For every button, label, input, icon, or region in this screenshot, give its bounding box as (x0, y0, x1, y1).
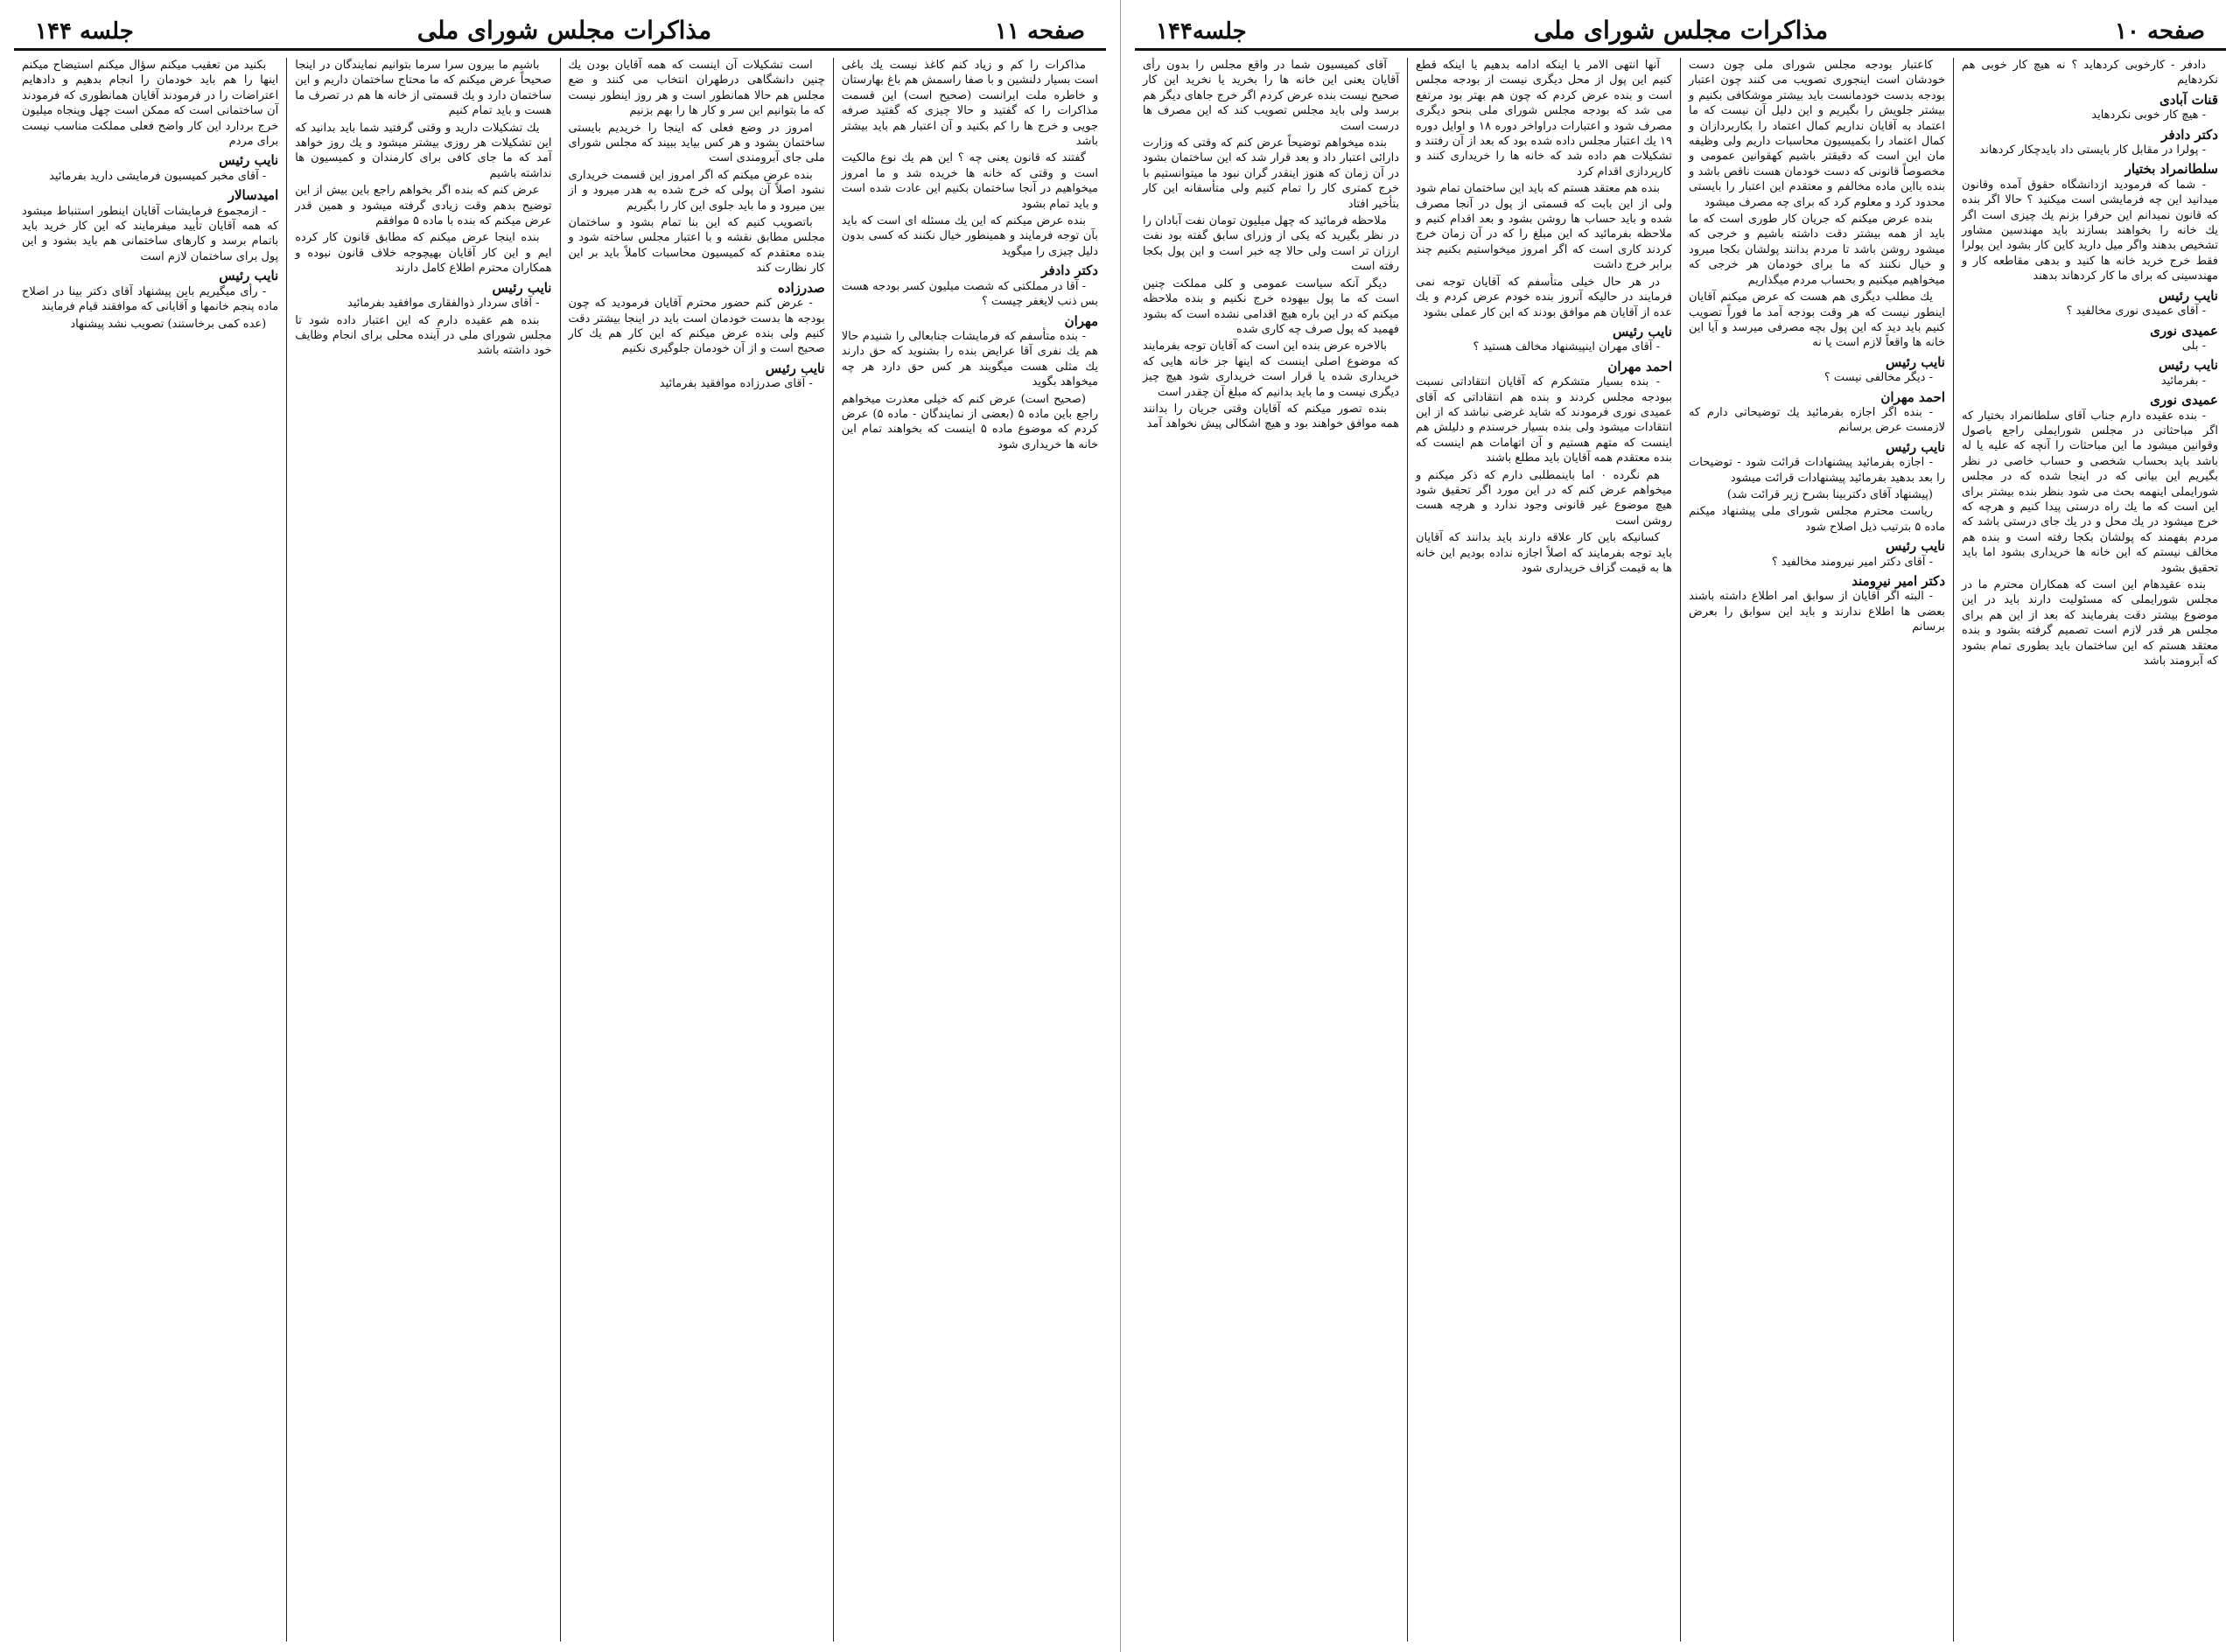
paragraph: - بنده متأسفم که فرمایشات جنابعالی را شنیدم حالا هم یك نفری آقا عرایض بنده را بشنوید که حق دارند یك مثلی هست میگویند هر کس حق دارد هر چه میخواهد بگوید (841, 329, 1098, 389)
paragraph: (صحیح است) عرض کنم که خیلی معذرت میخواهم راجع باین ماده ۵ (بعضی از نمایندگان - ماده ۵) عرض کردم که موضوع ماده ۵ اینست که بخواهند تمام این خانه ها خریداری شود (841, 392, 1099, 452)
paragraph: - رأی میگیریم باین پیشنهاد آقای دکتر بینا در اصلاح ماده پنجم خانمها و آقایانی که موافقند قیام فرمایند (22, 284, 279, 314)
paragraph: بکنید من تعقیب میکنم سؤال میکنم استیضاح میکنم اینها را هم باید خودمان را انجام بدهیم و دادهایم اعتراضات را در فرمودند آقایان همانطوری که فرمودند آن ساختمانی است که ممکن است چهل وپنجاه میلیون خرج بردارد این کار واضح فعلی مملکت مناسب نیست برای مردم (22, 59, 279, 149)
paragraph: عرض کنم که بنده اگر بخواهم راجع باین بیش از این توضیح بدهم وقت زیادی گرفته میشود و همین قدر عرض میکنم که بنده با ماده ۵ موافقم (295, 184, 552, 228)
speaker-name: نایب رئیس (1886, 438, 1945, 455)
speaker-name: قنات آبادی (2160, 91, 2218, 108)
paragraph: بنده عرض میکنم که جریان کار طوری است که ما باید از همه بیشتر دقت داشته باشیم و خرجی که میشود روشن باشد تا مردم بدانند پولشان بکجا میرود و خیال نکنند که ما برای خودمان هر خرجی که میخواهیم میکنیم و بحساب مردم میگذاریم (1689, 213, 1945, 287)
paragraph: - آقای دکتر امیر نیرومند مخالفید ؟ (1771, 555, 1933, 569)
page-number-label: صفحه ۱۰ (2115, 18, 2205, 45)
text-column (286, 58, 559, 1642)
paragraph: مذاکرات را کم و زیاد کنم کاغذ نیست یك باغی است بسیار دلنشین و با صفا راسمش هم باغ بهارستان و خاطره ملت ایرانست (صحیح است) این قسمت مذاکرات را که گفتید و حالا چیزی که گفتید صرفه جویی و خرج ها را کم بکنید و آن اعتبار هم باید بیشتر باشد (841, 59, 1098, 149)
speaker-name: امیدسالار (228, 187, 279, 204)
paragraph: - عرض کنم حضور محترم آقایان فرمودید که چون بودجه ها بدست خودمان است باید در اینجا بیشتر دقت کنیم ولی بنده عرض میکنم که این کار هم یك کار صحیح است و از آن خودمان جلوگیری نکنیم (568, 297, 825, 356)
speaker-name: عمیدی نوری (2150, 322, 2218, 339)
text-column (1953, 58, 2226, 1642)
paragraph: - هیچ کار خوبی نکردهاید (2091, 108, 2206, 122)
speaker-name: مهران (1064, 312, 1098, 329)
columns-container (14, 58, 1106, 1642)
paragraph: آنها انتهی الامر یا اینکه ادامه بدهیم یا اینکه قطع کنیم این پول از محل دیگری نیست از بودجه مجلس است و بنده عرض کردم که چون هم بهتر بود مرتفع می شد که بودجه مجلس شورای ملی بنحو دیگری مصرف شود و اعتبارات دراواخر دوره ۱۸ و اوایل دوره ۱۹ یك اعتبار مجلس داده شده بود که بعد از آن رفتند و تشکیلات هم داده شد که خانه ها را خریداری کنند و کارپردازی اقدام کرد (1416, 59, 1673, 178)
paragraph: - آقای صدرزاده موافقید بفرمائید (659, 377, 813, 391)
speaker-name: دکتر دادفر (2161, 126, 2218, 143)
paragraph: گفتند که قانون یعنی چه ؟ این هم یك نوع مالکیت است و وقتی که خانه ها خریده شد و ما امروز میخواهیم در آنجا ساختمان بکنیم این عادت شده است و باید تمام بشود (841, 151, 1098, 211)
paragraph: - البته اگر آقایان از سوابق امر اطلاع داشته باشند بعضی ها اطلاع ندارند و باید این سوابق را بعرض برسانم (1689, 590, 1945, 634)
paragraph: - آقای عمیدی نوری مخالفید ؟ (2066, 304, 2206, 318)
speaker-name: نایب رئیس (1886, 538, 1945, 555)
text-column (1407, 58, 1680, 1642)
speaker-name: احمد مهران (1880, 388, 1945, 405)
paragraph: بنده عرض میکنم که اگر امروز این قسمت خریداری نشود اصلاً آن پولی که خرج شده به هدر میرود و از بین میرود و ما باید جلوی این کار را بگیریم (568, 168, 825, 213)
paragraph: - بنده بسیار متشکرم که آقایان انتقاداتی نسبت ببودجه مجلس کردند و بنده هم انتقاداتی که آقای عمیدی نوری فرمودند که شاید غرضی نباشد که از این انتقادات میشود ولی بنده بسیار خرسندم و دلیلش هم اینست که متهم هستیم و آن اتهامات هم اینست که بنده معتقدم همه آقایان باید مطلع باشند (1416, 375, 1672, 466)
speaker-name: دکتر امیر نیرومند (1852, 573, 1945, 589)
speaker-name: نایب رئیس (219, 268, 279, 284)
paragraph: بالاخره عرض بنده این است که آقایان توجه بفرمایند که موضوع اصلی اینست که اینها جز خانه هایی که خریداری شده یا قرار است خریداری شود هیچ چیز دیگری نیست و ما باید بدانیم که مبلغ آن چقدر است (1143, 340, 1399, 399)
page-header (14, 16, 1106, 51)
page-right (1120, 0, 2240, 1652)
paragraph: باشیم ما بیرون سرا سرما بتوانیم نمایندگان در اینجا صحیحاً عرض میکنم که ما محتاج ساختمان داریم و این ساختمان دارد و یك قسمتی از خانه ها هم در تصرف ما هست و باید تمام کنیم (295, 59, 552, 118)
text-column (560, 58, 833, 1642)
session-label: جلسه۱۴۴ (1156, 18, 1247, 45)
paragraph: - بلی (2181, 339, 2206, 353)
page-header (1135, 16, 2226, 51)
speaker-name: نایب رئیس (2159, 287, 2218, 304)
paragraph: - ازمجموع فرمایشات آقایان اینطور استنباط میشود که همه آقایان تأیید میفرمایند که این کار خرید باید باتمام برسد و کارهای ساختمانی هم باید بشود و این پول برای ساختمان لازم است (22, 204, 279, 263)
paragraph: در هر حال خیلی متأسفم که آقایان توجه نمی فرمایند در حالیکه آنروز بنده خودم عرض کردم و یك عده از آقایان هم موافق بودند که این کار عملی بشود (1416, 275, 1672, 319)
paragraph: دیگر آنکه سیاست عمومی و کلی مملکت چنین است که ما پول بیهوده خرج نکنیم و بنده ملاحظه میکنم که در این باره هیچ اقدامی نشده است که بشود فهمید که پول صرف چه کاری شده (1143, 276, 1399, 336)
paragraph: یك تشکیلات دارید و وقتی گرفتید شما باید بدانید که این تشکیلات هر روزی بیشتر میشود و یك روز خواهد آمد که ما جای کافی برای کارمندان و کمیسیون ها نداشته باشیم (295, 121, 552, 180)
paragraph: دادفر - کارخوبی کردهاید ؟ نه هیچ کار خوبی هم نکردهایم (1962, 59, 2218, 88)
paragraph: بنده هم عقیده دارم که این اعتبار داده شود تا مجلس شورای ملی در آینده محلی برای انجام وظایف خود داشته باشد (295, 313, 552, 358)
paragraph: - دیگر مخالفی نیست ؟ (1824, 371, 1933, 385)
speaker-name: احمد مهران (1607, 358, 1672, 374)
speaker-name: نایب رئیس (492, 279, 552, 296)
paragraph: - بفرمائید (2160, 374, 2206, 388)
speaker-name: نایب رئیس (1613, 323, 1672, 340)
speaker-name: نایب رئیس (2159, 357, 2218, 374)
paragraph: - بنده اگر اجازه بفرمائید یك توضیحاتی دارم که لازمست عرض برسانم (1689, 405, 1945, 435)
paragraph: - آقای مهران اینپیشنهاد مخالف هستید ؟ (1473, 340, 1660, 354)
paragraph: آقای کمیسیون شما در واقع مجلس را بدون رأی آقایان یعنی این خانه ها را بخرید یا نخرید این کار صحیح نیست بنده عرض کردم اگر خرج جاهای دیگر هم برسد ولی باید مجلس تصویب کند که این مصرف ها درست است (1143, 59, 1399, 133)
speaker-name: نایب رئیس (219, 152, 279, 169)
paragraph: بنده هم معتقد هستم که باید این ساختمان تمام شود ولی از این بابت که قسمتی از پول در آنجا مصرف شده و باید حساب ها روشن بشود و بعد اقدام کنیم و ملاحظه بفرمائید که این مبلغ را که در آن زمان خرج کردند کاری است که اگر امروز میخواستیم بکنیم چند برابر خرج داشت (1416, 182, 1672, 272)
speaker-name: عمیدی نوری (2150, 392, 2218, 409)
paragraph: - شما که فرمودید ازدانشگاه حقوق آمده وقانون میدانید این چه فرمایشی است میکنید ؟ حالا اگر بنده که قانون نمیدانم این حرفرا بزنم یك چیزی است اگر یك خانه را بخواهند بسازند باید مهندسین مشاور تشخیص بدهند واگر میل دارید کاین کار بشود این پولرا فقط خرج خرید خانه ها کنید و بدهی مقاطعه کار و مهندسینی که برای ما کار کردهاند بدهند (1962, 178, 2218, 284)
paragraph: ملاحظه فرمائید که چهل میلیون تومان نفت آبادان را در نظر بگیرید که یکی از وزرای سابق گفته بود نفت ارزان تر است ولی حالا چه خبر است و این پول بکجا رفته است (1143, 214, 1399, 274)
text-column (1135, 58, 1407, 1642)
paragraph: - اجازه بفرمائید پیشنهادات قرائت شود - توضیحات را بعد بدهید بفرمائید پیشنهادات قرائت میشود (1689, 456, 1945, 485)
text-column (1680, 58, 1953, 1642)
speaker-name: صدرزاده (777, 279, 825, 296)
columns-container (1135, 58, 2226, 1642)
paragraph: باتصویب کنیم که این بنا تمام بشود و ساختمان مجلس مطابق نقشه و با اعتبار مجلس ساخته شود و بنده معتقدم که کمیسیون محاسبات کاملاً باید بر این کار نظارت کند (568, 216, 825, 276)
paragraph: - آقا در مملکتی که شصت میلیون کسر بودجه هست بس ذنب لایغفر چیست ؟ (841, 279, 1098, 309)
paragraph: یك مطلب دیگری هم هست که عرض میکنم آقایان اینطور نیست که هر وقت بودجه آمد ما فوراً تصویب کنیم باید دید که این پول بچه مصرفی میرسد و آیا این خانه ها واقعاً لازم است یا نه (1689, 290, 1945, 350)
paragraph: است تشکیلات آن اینست که همه آقایان بودن یك چنین دانشگاهی درطهران انتخاب می کنند و ضع مجلس هم حالا همانطور است و هر روز اینطور نیست که ما بتوانیم این سر و کار ها را بهم بزنیم (568, 59, 825, 118)
paragraph: (پیشنهاد آقای دکتربینا بشرح زیر قرائت شد) (1726, 487, 1933, 501)
paragraph: امروز در وضع فعلی که اینجا را خریدیم بایستی ساختمان بشود و هر کس بیاید ببیند که مجلس شورای ملی جای آبرومندی است (568, 121, 825, 165)
paragraph: ریاست محترم مجلس شورای ملی پیشنهاد میکنم ماده ۵ بترتیب ذیل اصلاح شود (1689, 505, 1945, 534)
paragraph: بنده عرض میکنم که این یك مسئله ای است که باید بآن توجه فرمایند و همینطور خیال نکنند که کسی بدون دلیل چیزی را میگوید (841, 214, 1098, 258)
speaker-name: دکتر دادفر (1041, 262, 1098, 279)
text-column (14, 58, 286, 1642)
paragraph: بنده میخواهم توضیحاً عرض کنم که وقتی که وزارت دارائی اعتبار داد و بعد قرار شد که این ساختمان بشود در آن زمان که هنوز اینقدر گران نبود ما میتوانستیم با خرج کمتری کار را تمام کنیم ولی متأسفانه این کار بتأخیر افتاد (1143, 136, 1399, 211)
page-title: مذاکرات مجلس شورای ملی (1533, 16, 1829, 45)
page-number-label: صفحه ۱۱ (995, 18, 1085, 45)
paragraph: کاعتبار بودجه مجلس شورای ملی چون دست خودشان است اینجوری تصویب می کنند چون اعتبار بودجه بدست خودمانست باید بیشتر موشکافی بکنیم و بیشتر جلویش را بگیریم و این دلیل آن نیست که ما اعتماد به آقایان نداریم کمال اعتماد را بکاربردازان و کمال اعتماد را بکمیسیون محاسبات داریم ولی وظیفه مان این است که دقیقتر باشیم کهقوانین عمومی و مخصوصاً قانونی که دست خودمان هست ناقص باشد و بنده بااین ماده مخالفم و معتقدم این اعتبار را بایستی محدود کرد و معلوم کرد که برای چه مصرف میشود (1689, 59, 1945, 209)
paragraph: - آقای سردار ذوالفقاری موافقید بفرمائید (347, 297, 540, 311)
speaker-name: سلطانمراد بختیار (2124, 161, 2218, 178)
paragraph: - بنده عقیده دارم جناب آقای سلطانمراد بختیار که اگر مباحثاتی در مجلس شورایملی راجع باصول وقوانین میشود ما این مباحثات را آنچه که علیه یا له باشد باید بحساب شخصی و حساب خاصی در نظر بگیریم این بیانی که در اینجا شده که در مجلس شورایملی اینهمه بحث می شود بنظر بنده بیشتر برای این است که ما یك راه درستی پیدا کنیم و هرچه که خرج میشود در یك محل و در یك جای درستی باشد که مردم بفهمند که پولشان بکجا رفته است و بنده هم مخالف نیستم که این خانه ها خریداری بشود اما باید تحقیق بشود (1962, 409, 2218, 575)
paragraph: هم نگرده ۰ اما باینمطلبی دارم که ذکر میکنم و میخواهم عرض کنم که در این مورد اگر تحقیق شود هیچ موضوع غیر قانونی وجود ندارد و هرچه هست روشن است (1416, 468, 1672, 528)
paragraph: - آقای مخبر کمیسیون فرمایشی دارید بفرمائید (49, 169, 267, 183)
paragraph: بنده عقیدهام این است که همکاران محترم ما در مجلس شورایملی که مسئولیت دارند باید در این موضوع بیشتر دقت بفرمایند که بعد از این هم برای مجلس هر قدر لازم است تصمیم گرفته بشود و بنده معتقد هستم که این ساختمان باید بطوری تمام بشود که آبرومند باشد (1962, 578, 2218, 668)
paragraph: (عده کمی برخاستند) تصویب نشد پیشنهاد (70, 317, 267, 331)
page-title: مذاکرات مجلس شورای ملی (416, 16, 712, 45)
speaker-name: نایب رئیس (765, 360, 825, 376)
paragraph: بنده تصور میکنم که آقایان وقتی جریان را بدانند همه موافق خواهند بود و هیچ اشکالی پیش نخواهد آمد (1143, 402, 1399, 431)
paragraph: کسانیکه باین کار علاقه دارند باید بدانند که آقایان باید توجه بفرمایند که اصلاً اجازه نداده بودیم این خانه ها به قیمت گزاف خریداری شود (1416, 531, 1672, 575)
text-column (833, 58, 1106, 1642)
session-label: جلسه ۱۴۴ (35, 18, 134, 45)
paragraph: - پولرا در مقابل کار بایستی داد بایدچکار کردهاند (1979, 144, 2206, 158)
paragraph: بنده اینجا عرض میکنم که مطابق قانون کار کرده ایم و این کار آقایان بهیچوجه خلاف قانون نبوده و همکاران محترم اطلاع کامل دارند (295, 231, 552, 276)
speaker-name: نایب رئیس (1886, 354, 1945, 370)
